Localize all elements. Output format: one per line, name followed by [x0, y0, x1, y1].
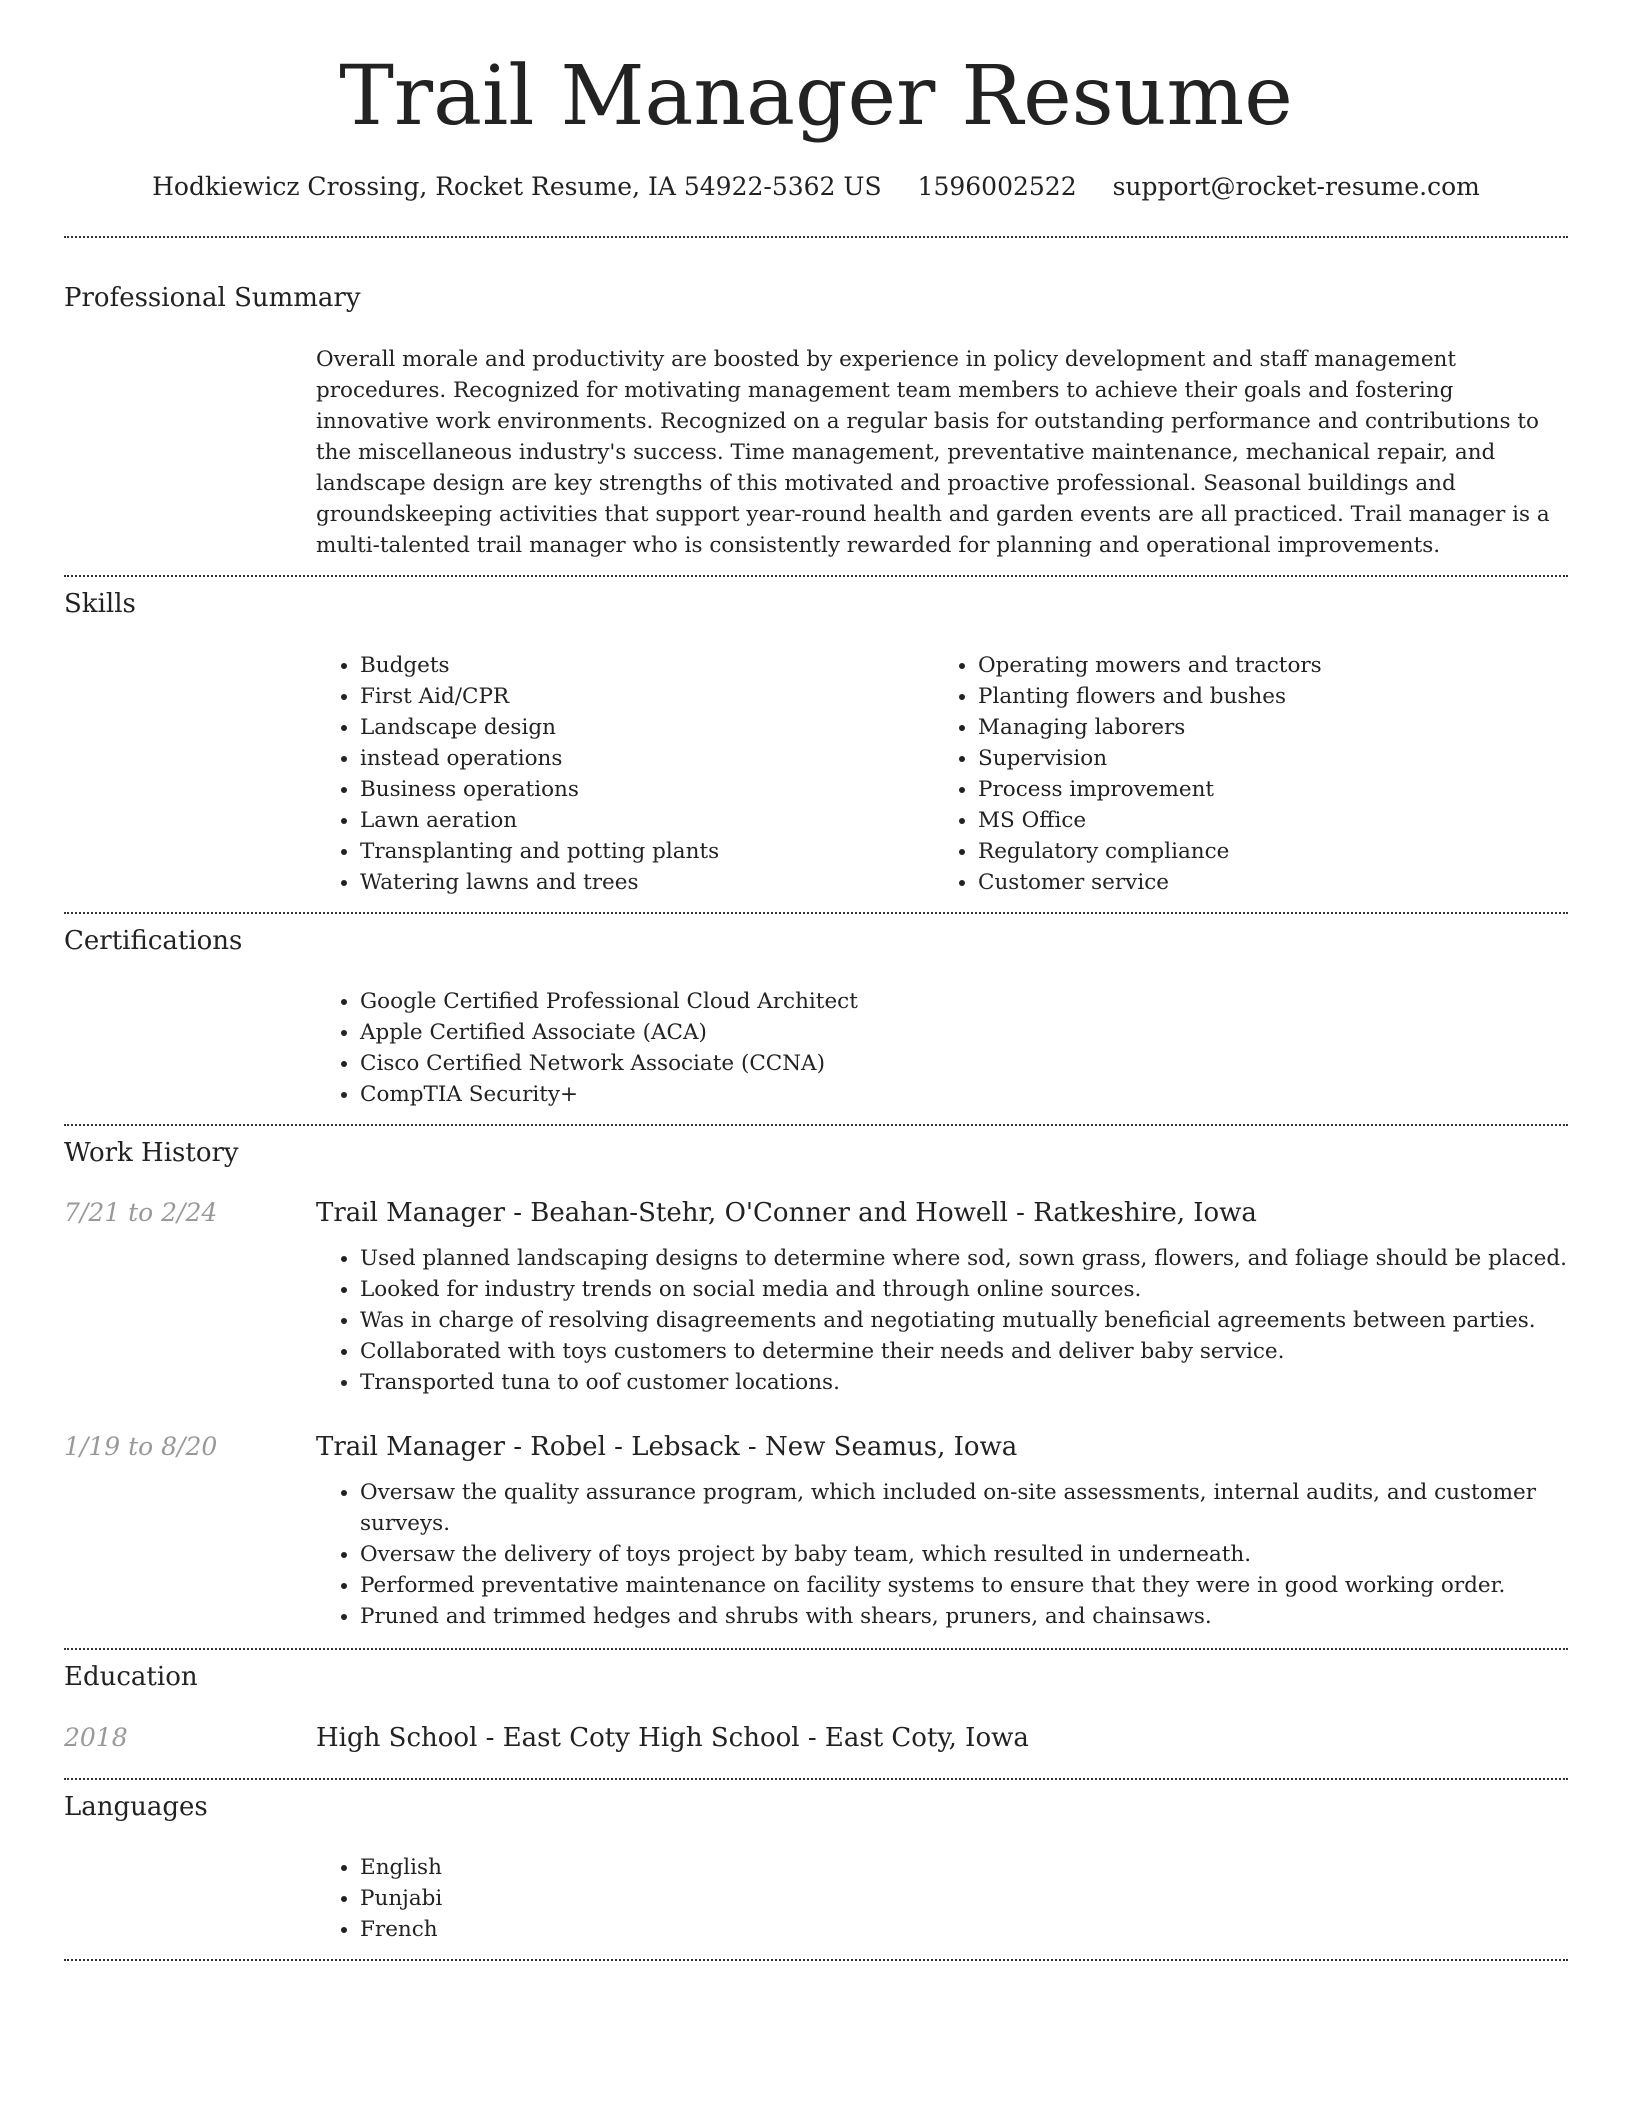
list-item: • Process improvement [978, 774, 1552, 805]
languages-heading: Languages [64, 1791, 208, 1822]
list-item: • Oversaw the delivery of toys project by baby team, which resulted in underneath. [360, 1539, 1568, 1570]
list-item: • Was in charge of resolving disagreements and negotiating mutually beneficial agreements between parties. [360, 1305, 1568, 1336]
job-title: Trail Manager - Robel - Lebsack - New Seamus, Iowa [316, 1432, 1018, 1463]
list-item: • First Aid/CPR [360, 681, 934, 712]
list-item: • Supervision [978, 743, 1552, 774]
job-entry [64, 1432, 1568, 1632]
education-entry [64, 1723, 1568, 1778]
summary-text: Overall morale and productivity are boosted by experience in policy development and staff management procedures. Recognized for motivating management team members to achieve their goals and fostering innovative work environments. Recognized on a regular basis for outstanding performance and contributions to the miscellaneous industry's success. Time management, preventative maintenance, mechanical repair, and landscape design are key strengths of this motivated and proactive professional. Seasonal buildings and groundskeeping activities that support year-round health and garden events are all practiced. Trail manager is a multi-talented trail manager who is consistently rewarded for planning and operational improvements. [316, 347, 1550, 559]
list-item: • Lawn aeration [360, 805, 934, 836]
summary-section [64, 238, 1568, 561]
education-year: 2018 [64, 1722, 128, 1752]
list-item: • Pruned and trimmed hedges and shrubs with shears, pruners, and chainsaws. [360, 1601, 1568, 1632]
list-item: • Regulatory compliance [978, 836, 1552, 867]
contact-email: support@rocket-resume.com [1112, 172, 1480, 202]
contact-line [64, 172, 1568, 202]
education-section [64, 1650, 1568, 1777]
job-entry [64, 1198, 1568, 1398]
skills-heading: Skills [64, 589, 136, 620]
skills-list-left [316, 650, 934, 898]
list-item: • English [360, 1852, 1568, 1883]
list-item: • Customer service [978, 867, 1552, 898]
skills-section [64, 577, 1568, 911]
list-item: • CompTIA Security+ [360, 1079, 1568, 1110]
languages-section [64, 1780, 1568, 1959]
list-item: • Looked for industry trends on social media and through online sources. [360, 1274, 1568, 1305]
job-title: Trail Manager - Beahan-Stehr, O'Conner and Howell - Ratkeshire, Iowa [316, 1197, 1257, 1228]
skills-list-right [934, 650, 1552, 898]
list-item: • Punjabi [360, 1883, 1568, 1914]
list-item: • French [360, 1914, 1568, 1945]
job-dates: 1/19 to 8/20 [64, 1432, 218, 1462]
education-title: High School - East Coty High School - East Coty, Iowa [316, 1722, 1029, 1753]
contact-phone: 1596002522 [917, 172, 1077, 202]
job-dates: 7/21 to 2/24 [64, 1197, 218, 1227]
education-heading: Education [64, 1662, 198, 1693]
list-item: • Planting flowers and bushes [978, 681, 1552, 712]
list-item: • Cisco Certified Network Associate (CCNA) [360, 1048, 1568, 1079]
list-item: • Google Certified Professional Cloud Architect [360, 986, 1568, 1017]
list-item: • Watering lawns and trees [360, 867, 934, 898]
list-item: • Transplanting and potting plants [360, 836, 934, 867]
list-item: • Managing laborers [978, 712, 1552, 743]
work-history-heading: Work History [64, 1137, 239, 1168]
list-item: • Collaborated with toys customers to determine their needs and deliver baby service. [360, 1336, 1568, 1367]
list-item: • Performed preventative maintenance on facility systems to ensure that they were in good working order. [360, 1570, 1568, 1601]
work-history-section [64, 1126, 1568, 1633]
list-item: • Oversaw the quality assurance program, which included on-site assessments, internal audits, and customer surveys. [360, 1477, 1568, 1539]
contact-address: Hodkiewicz Crossing, Rocket Resume, IA 54922-5362 US [152, 172, 882, 202]
list-item: • Apple Certified Associate (ACA) [360, 1017, 1568, 1048]
certifications-list [316, 986, 1568, 1110]
page-title: Trail Manager Resume [339, 49, 1293, 144]
list-item: • Transported tuna to oof customer locations. [360, 1367, 1568, 1398]
list-item: • Business operations [360, 774, 934, 805]
job-bullet-list [316, 1477, 1568, 1632]
summary-heading: Professional Summary [64, 283, 361, 314]
list-item: • Landscape design [360, 712, 934, 743]
list-item: • Used planned landscaping designs to determine where sod, sown grass, flowers, and foliage should be placed. [360, 1243, 1568, 1274]
list-item: • instead operations [360, 743, 934, 774]
certifications-section [64, 914, 1568, 1124]
certifications-heading: Certifications [64, 925, 243, 956]
divider [64, 1959, 1568, 1961]
languages-list [316, 1852, 1568, 1945]
list-item: • Operating mowers and tractors [978, 650, 1552, 681]
list-item: • MS Office [978, 805, 1552, 836]
list-item: • Budgets [360, 650, 934, 681]
job-bullet-list [316, 1243, 1568, 1398]
